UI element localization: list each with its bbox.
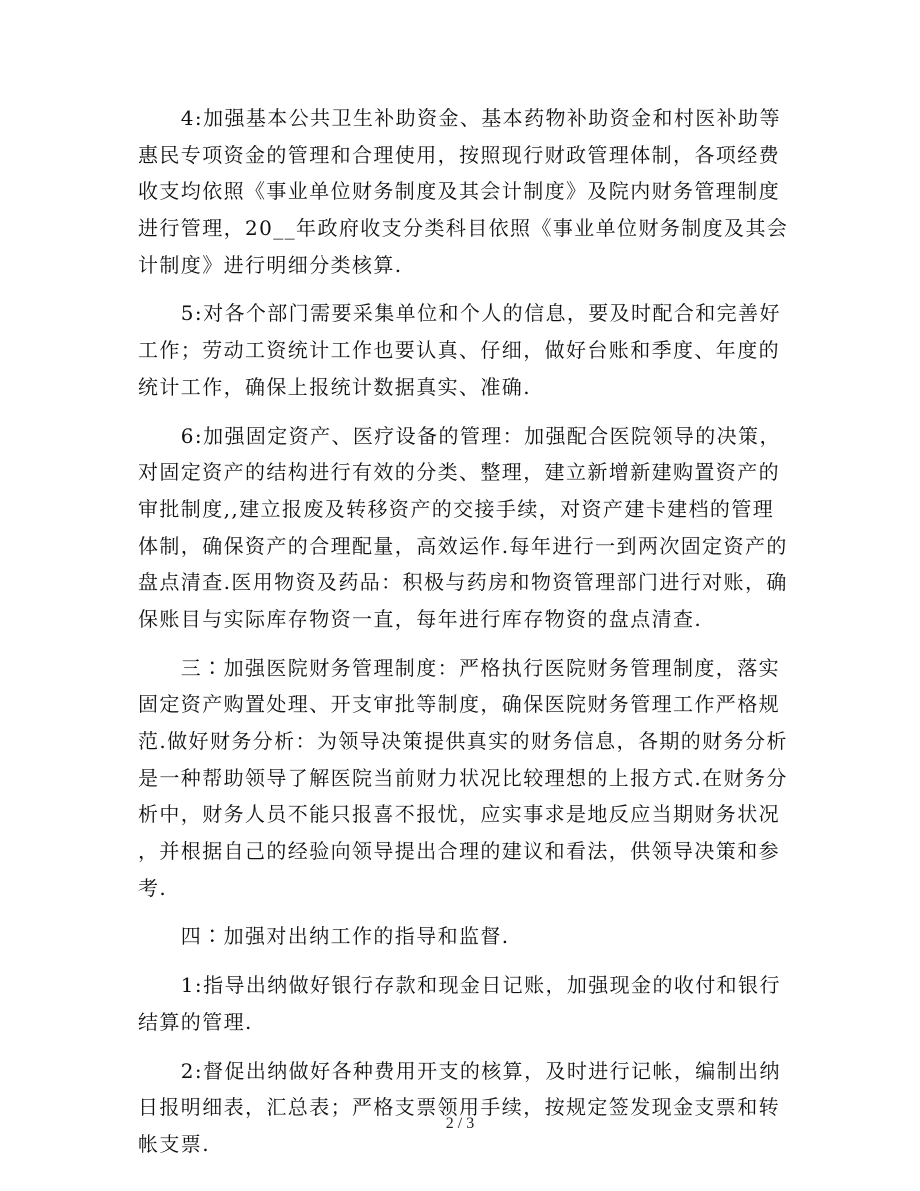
paragraph-item-4 (138, 100, 789, 283)
text-line: 4:加强基本公共卫生补助资金、基本药物补助资金和村医补助等 (138, 106, 781, 130)
document-body (138, 100, 789, 1175)
paragraph-section-4-heading (138, 918, 774, 955)
text-line: 考. (138, 875, 168, 900)
text-line: ，并根据自己的经验向领导提出合理的建议和看法，供领导决策和参 (138, 839, 780, 864)
text-line: 进行管理，20__年政府收支分类科目依照《事业单位财务制度及其会 (138, 216, 789, 241)
text-line: 四∶加强对出纳工作的指导和监督. (138, 924, 510, 949)
text-line: 工作；劳动工资统计工作也要认真、仔细，做好台账和季度、年度的 (138, 338, 780, 363)
text-line: 审批制度,,建立报废及转移资产的交接手续，对资产建卡建档的管理 (138, 496, 775, 521)
page-number: 2 / 3 (445, 1115, 475, 1132)
paragraph-item-5 (138, 295, 781, 405)
paragraph-section-3 (138, 650, 788, 907)
text-line: 盘点清查.医用物资及药品：积极与药房和物资管理部门进行对账，确 (138, 570, 788, 595)
paragraph-subitem-2 (138, 1053, 781, 1163)
text-line: 范.做好财务分析：为领导决策提供真实的财务信息，各期的财务分析 (138, 729, 788, 753)
text-line: 日报明细表，汇总表；严格支票领用手续，按规定签发现金支票和转 (138, 1095, 780, 1120)
text-line: 2:督促出纳做好各种费用开支的核算，及时进行记帐，编制出纳 (138, 1058, 781, 1083)
paragraph-subitem-1 (138, 967, 781, 1040)
text-line: 保账目与实际库存物资一直，每年进行库存物资的盘点清查. (138, 606, 703, 631)
paragraph-item-6 (138, 418, 788, 638)
text-line: 1:指导出纳做好银行存款和现金日记账，加强现金的收付和银行 (138, 973, 781, 998)
text-line: 收支均依照《事业单位财务制度及其会计制度》及院内财务管理制度 (138, 179, 780, 204)
text-line: 统计工作，确保上报统计数据真实、准确. (138, 374, 531, 399)
text-line: 计制度》进行明细分类核算. (138, 252, 403, 277)
text-line: 析中，财务人员不能只报喜不报忧，应实事求是地反应当期财务状况 (138, 802, 780, 827)
text-line: 固定资产购置处理、开支审批等制度，确保医院财务管理工作严格规 (138, 692, 780, 717)
text-line: 惠民专项资金的管理和合理使用，按照现行财政管理体制，各项经费 (138, 142, 780, 167)
text-line: 5:对各个部门需要采集单位和个人的信息，要及时配合和完善好 (138, 301, 781, 326)
text-line: 是一种帮助领导了解医院当前财力状况比较理想的上报方式.在财务分 (138, 765, 788, 790)
text-line: 三∶加强医院财务管理制度：严格执行医院财务管理制度，落实 (138, 655, 780, 680)
text-line: 结算的管理. (138, 1009, 253, 1034)
text-line: 对固定资产的结构进行有效的分类、整理，建立新增新建购置资产的 (138, 460, 780, 485)
text-line: 6:加强固定资产、医疗设备的管理：加强配合医院领导的决策， (138, 423, 781, 448)
text-line: 帐支票. (138, 1131, 210, 1156)
text-line: 体制，确保资产的合理配量，高效运作.每年进行一到两次固定资产的 (138, 533, 788, 558)
